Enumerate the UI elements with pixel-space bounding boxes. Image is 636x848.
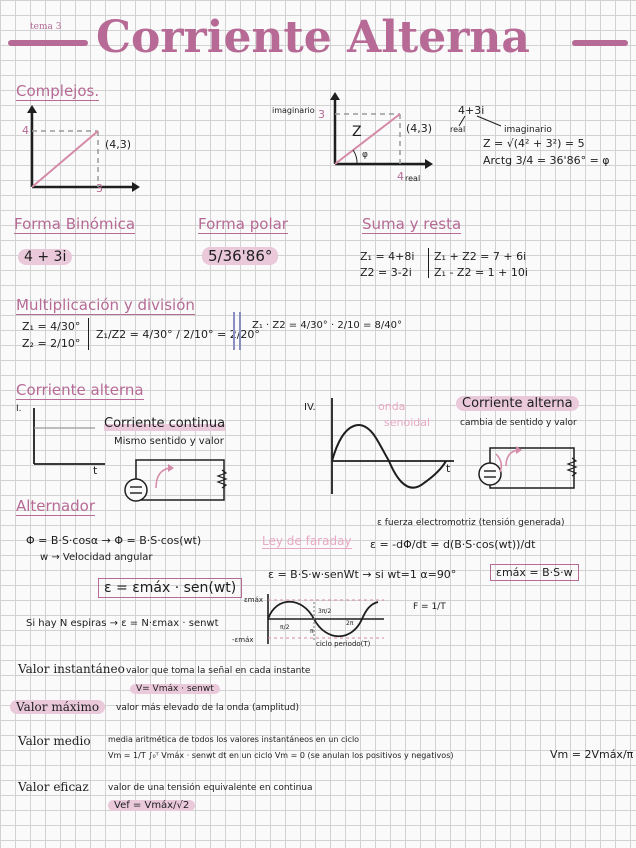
valor-eficaz-desc: valor de una tensión equivalente en continua — [108, 783, 313, 793]
mult-z1: Z₁ = 4/30° — [22, 320, 81, 333]
ac-graph-label: IV. — [304, 402, 316, 413]
faraday-label: Ley de faraday — [262, 534, 352, 548]
faraday-eq: ε = -dΦ/dt = d(B·S·cos(wt))/dt — [370, 538, 536, 551]
graph-pi: π — [310, 628, 314, 635]
ac-description: cambia de sentido y valor — [460, 418, 577, 428]
modulus-eq: Z = √(4² + 3²) = 5 — [483, 137, 585, 150]
complex-plot-large — [325, 92, 435, 182]
valor-eficaz-label: Valor eficaz — [18, 780, 89, 794]
frequency-eq: F = 1/T — [413, 602, 446, 612]
valor-maximo-desc: valor más elevado de la onda (amplitud) — [116, 703, 299, 713]
section-corriente-alterna: Corriente alterna — [16, 381, 144, 399]
graph-pi2: π/2 — [280, 624, 290, 631]
dc-circuit — [122, 456, 232, 508]
phi-label: φ — [362, 150, 368, 160]
flux-eq: Φ = B·S·cosα → Φ = B·S·cos(wt) — [26, 534, 202, 547]
sum-z1: Z₁ = 4+8i — [360, 250, 415, 263]
imag-axis-label: imaginario — [272, 106, 315, 115]
diff-result: Z₁ - Z2 = 1 + 10i — [434, 266, 528, 279]
ac-t-label: t — [446, 462, 451, 475]
cycle-label: ciclo periodo(T) — [316, 640, 371, 648]
section-forma-polar: Forma polar — [198, 215, 288, 233]
dc-title: Corriente continua — [104, 416, 226, 431]
fem-note: ε fuerza electromotriz (tensión generada) — [377, 518, 565, 528]
double-bar — [233, 312, 241, 350]
valor-eficaz-eq: Vef = Vmáx/√2 — [108, 800, 195, 811]
dc-graph — [30, 408, 110, 468]
valor-instantaneo-label: Valor instantáneo — [18, 662, 125, 676]
graph-3pi2: 3π/2 — [318, 608, 332, 615]
product-eq: Z₁ · Z2 = 4/30° · 2/10 = 8/40° — [252, 320, 402, 331]
section-complejos: Complejos. — [16, 82, 100, 100]
emf-eq: ε = B·S·w·senWt → si wt=1 α=90° — [268, 568, 457, 581]
header-left-rule — [8, 40, 88, 46]
sum-brace — [428, 248, 429, 278]
complex-plot-small — [20, 105, 140, 200]
point-label-large: (4,3) — [406, 122, 433, 135]
valor-instantaneo-eq: V= Vmáx · senwt — [130, 684, 220, 694]
valor-maximo-label: Valor máximo — [10, 700, 105, 714]
graph-emax: εmáx — [244, 596, 264, 604]
complex-number: 4+3i — [458, 104, 485, 117]
emax-box: εmáx = B·S·w — [490, 564, 579, 581]
division-eq: Z₁/Z2 = 4/30° / 2/10° = 2/20° — [96, 328, 260, 341]
omega-note: w → Velocidad angular — [40, 552, 153, 563]
mult-brace — [88, 318, 89, 350]
n-espiras-eq: Si hay N espiras → ε = N·εmax · senwt — [26, 618, 219, 629]
valor-instantaneo-desc: valor que toma la señal en cada instante — [126, 666, 311, 676]
section-suma-resta: Suma y resta — [362, 215, 462, 233]
dc-t-label: t — [93, 464, 98, 477]
section-multiplicacion: Multiplicación y división — [16, 296, 195, 314]
section-forma-binomica: Forma Binómica — [14, 215, 136, 233]
emf-box: ε = εmáx · sen(wt) — [98, 578, 242, 598]
imag-part-label: imaginario — [504, 125, 552, 135]
topic-tag: tema 3 — [30, 22, 62, 32]
real-tick: 4 — [397, 170, 404, 183]
point-label-small: (4,3) — [105, 138, 132, 151]
graph-2pi: 2π — [346, 620, 354, 627]
ac-title: Corriente alterna — [456, 396, 579, 411]
sum-result: Z₁ + Z2 = 7 + 6i — [434, 250, 527, 263]
dc-graph-label: I. — [16, 404, 22, 414]
valor-medio-desc: media aritmética de todos los valores instantáneos en un ciclo — [108, 735, 360, 744]
valor-medio-eq: Vm = 1/T ∫₀ᵀ Vmáx · senwt dt en un ciclo Vm = 0 (se anulan los positivos y negativos) — [108, 751, 454, 760]
x-tick-small: 3 — [96, 182, 103, 195]
valor-medio-label: Valor medio — [18, 734, 91, 748]
ac-circuit — [476, 444, 586, 496]
graph-neg-emax: -εmáx — [232, 636, 254, 644]
onda-label: onda — [378, 400, 406, 413]
argument-eq: Arctg 3/4 = 36'86° = φ — [483, 154, 610, 167]
header-right-rule — [572, 40, 628, 46]
valor-medio-result: Vm = 2Vmáx/π — [550, 748, 634, 761]
z-label: Z — [352, 124, 362, 140]
sum-z2: Z2 = 3-2i — [360, 266, 412, 279]
ac-graph — [324, 398, 459, 498]
senoidal-label: senoidal — [384, 416, 431, 429]
imag-tick: 3 — [318, 108, 325, 121]
mult-z2: Z₂ = 2/10° — [22, 337, 81, 350]
y-tick-small: 4 — [22, 124, 29, 137]
polar-value: 5/36'86° — [202, 247, 278, 265]
page-title: Corriente Alterna — [96, 12, 530, 63]
real-axis-label: real — [405, 174, 421, 183]
section-alternador: Alternador — [16, 497, 96, 515]
binomic-value: 4 + 3i — [18, 249, 72, 265]
real-part-label: real — [450, 125, 466, 134]
dc-description: Mismo sentido y valor — [114, 436, 224, 447]
